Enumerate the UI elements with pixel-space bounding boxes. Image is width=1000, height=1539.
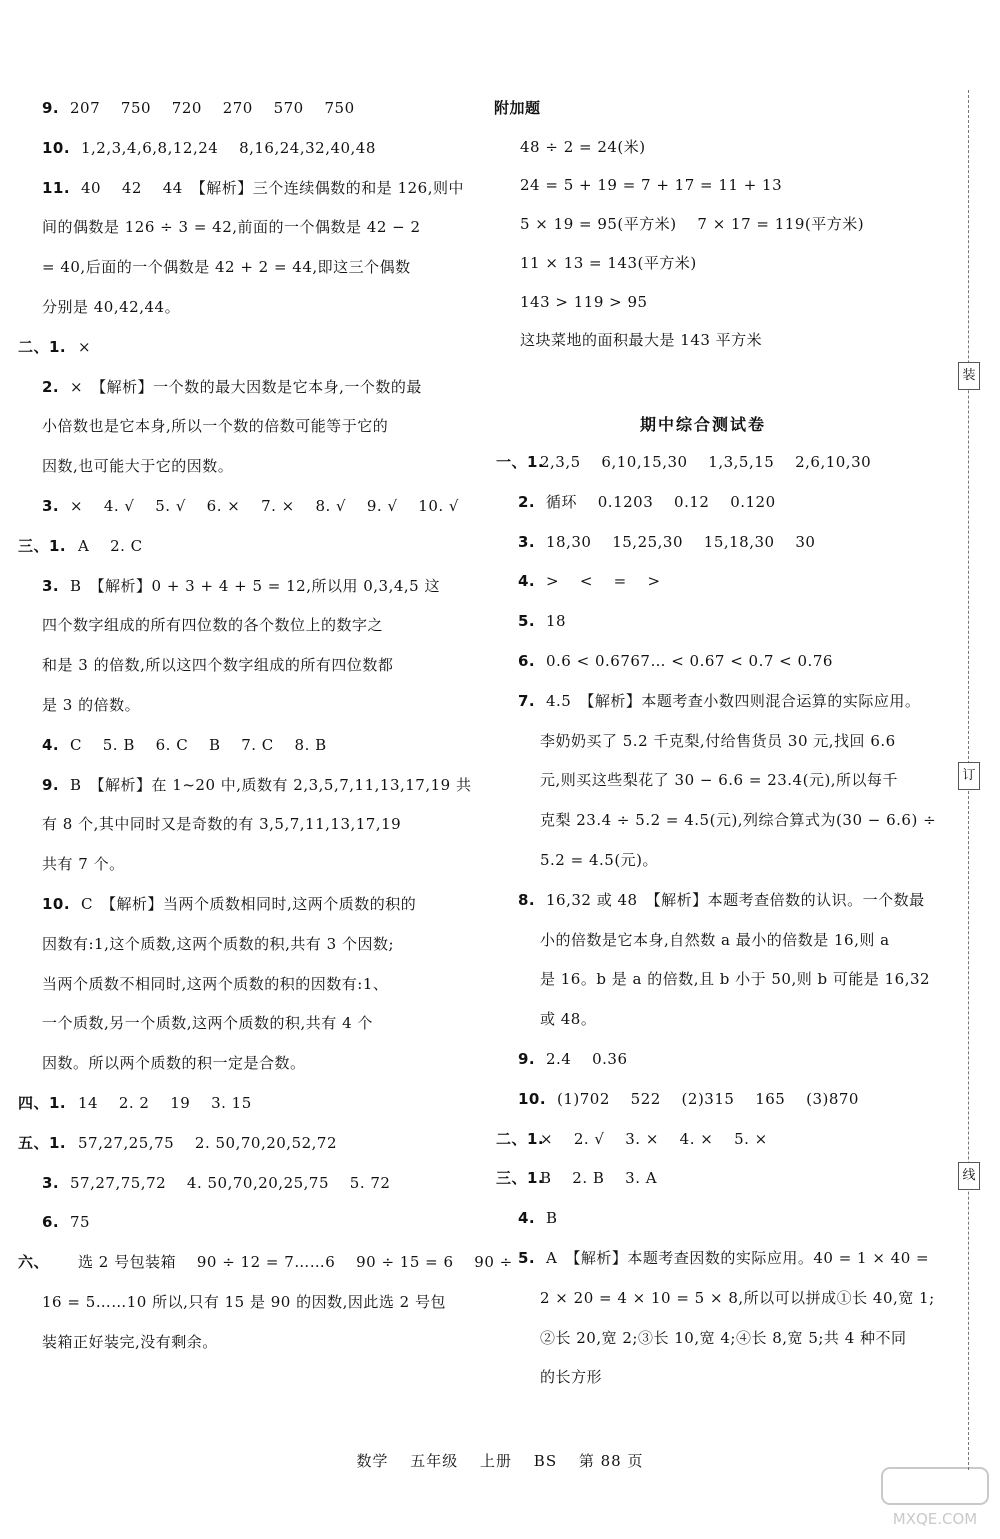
answer-line: 16 = 5……10 所以,只有 15 是 90 的因数,因此选 2 号包	[42, 1293, 446, 1311]
answer-line: 这块菜地的面积最大是 143 平方米	[520, 331, 763, 350]
answer-line: 分别是 40,42,44。	[42, 298, 181, 316]
binding-tab-3: 线	[958, 1162, 980, 1190]
item-number: 3.	[42, 576, 60, 595]
answer-line: B	[546, 1209, 558, 1228]
item-number: 4.	[518, 572, 536, 591]
answer-line: 143 > 119 > 95	[520, 292, 648, 311]
item-number: 9.	[42, 99, 60, 117]
item-number: 6.	[518, 652, 536, 670]
answer-line: 是 16。b 是 a 的倍数,且 b 小于 50,则 b 可能是 16,32	[540, 970, 931, 989]
item-number: 5.	[518, 612, 536, 631]
item-number: 7.	[518, 691, 536, 710]
answer-line: A 2. C	[78, 536, 143, 555]
item-number: 6.	[42, 1213, 60, 1232]
item-number: 2.	[42, 377, 60, 396]
answer-line: 24 = 5 + 19 = 7 + 17 = 11 + 13	[520, 176, 783, 195]
item-number: 10.	[42, 895, 71, 913]
item-number: 3.	[42, 497, 60, 515]
answer-line: ×	[78, 337, 92, 356]
answer-line: 18	[546, 612, 567, 631]
answer-line: A 【解析】本题考查因数的实际应用。40 = 1 × 40 =	[546, 1249, 930, 1267]
answer-line: 的长方形	[540, 1368, 603, 1387]
item-number: 三、1.	[18, 536, 67, 555]
answer-line: 循环 0.1203 0.12 0.120	[546, 492, 776, 511]
answer-line: 元,则买这些梨花了 30 − 6.6 = 23.4(元),所以每千	[540, 771, 899, 790]
answer-line: 因数,也可能大于它的因数。	[42, 457, 234, 476]
item-number: 11.	[42, 178, 71, 197]
answer-line: 2.4 0.36	[546, 1050, 628, 1068]
item-number: 10.	[42, 138, 71, 157]
binding-tab-1: 装	[958, 362, 980, 390]
answer-line: (1)702 522 (2)315 165 (3)870	[557, 1089, 859, 1108]
item-number: 10.	[518, 1089, 547, 1108]
answer-line: 或 48。	[540, 1010, 597, 1029]
answer-line: 14 2. 2 19 3. 15	[78, 1094, 252, 1112]
answer-line: 2,3,5 6,10,15,30 1,3,5,15 2,6,10,30	[540, 453, 872, 471]
answer-line: C 【解析】当两个质数相同时,这两个质数的积的	[81, 895, 417, 913]
answer-line: = 40,后面的一个偶数是 42 + 2 = 44,即这三个偶数	[42, 258, 411, 277]
answer-line: 16,32 或 48 【解析】本题考查倍数的认识。一个数最	[546, 890, 925, 909]
answer-line: C 5. B 6. C B 7. C 8. B	[70, 735, 327, 754]
answer-line: 0.6 < 0.6767… < 0.67 < 0.7 < 0.76	[546, 652, 833, 670]
answer-line: × 4. √ 5. √ 6. × 7. × 8. √ 9. √ 10. √	[70, 497, 459, 515]
item-number: 9.	[42, 775, 60, 794]
watermark-text: MXQE.COM	[892, 1510, 978, 1528]
answer-line: 一个质数,另一个质数,这两个质数的积,共有 4 个	[42, 1014, 373, 1033]
answer-line: 207 750 720 270 570 750	[70, 99, 355, 117]
item-number: 附加题	[494, 99, 541, 117]
answer-line: 48 ÷ 2 = 24(米)	[520, 137, 646, 156]
answer-line: 选 2 号包装箱 90 ÷ 12 = 7……6 90 ÷ 15 = 6 90 ÷	[78, 1253, 513, 1272]
answer-line: 间的偶数是 126 ÷ 3 = 42,前面的一个偶数是 42 − 2	[42, 218, 421, 237]
item-number: 8.	[518, 890, 536, 909]
item-number: 4.	[518, 1209, 536, 1228]
answer-line: 18,30 15,25,30 15,18,30 30	[546, 532, 816, 551]
item-number: 4.	[42, 735, 60, 754]
item-number: 3.	[42, 1173, 60, 1192]
answer-line: × 2. √ 3. × 4. × 5. ×	[540, 1129, 768, 1148]
answer-line: × 【解析】一个数的最大因数是它本身,一个数的最	[70, 377, 422, 396]
section-title: 期中综合测试卷	[640, 415, 767, 434]
answer-line: 有 8 个,其中同时又是奇数的有 3,5,7,11,13,17,19	[42, 815, 402, 834]
answer-line: 40 42 44 【解析】三个连续偶数的和是 126,则中	[81, 178, 464, 197]
answer-line: 2 × 20 = 4 × 10 = 5 × 8,所以可以拼成①长 40,宽 1;	[540, 1288, 935, 1307]
answer-line: 11 × 13 = 143(平方米)	[520, 253, 697, 272]
item-number: 3.	[518, 532, 536, 551]
binding-tab-2: 订	[958, 762, 980, 790]
answer-line: B 【解析】0 + 3 + 4 + 5 = 12,所以用 0,3,4,5 这	[70, 576, 440, 595]
item-number: 2.	[518, 492, 536, 511]
item-number: 5.	[518, 1249, 536, 1267]
answer-line: 李奶奶买了 5.2 千克梨,付给售货员 30 元,找回 6.6	[540, 731, 896, 750]
answer-line: 57,27,75,72 4. 50,70,20,25,75 5. 72	[70, 1173, 391, 1192]
answer-line: 75	[70, 1213, 91, 1232]
answer-line: 是 3 的倍数。	[42, 696, 141, 714]
answer-line: 5 × 19 = 95(平方米) 7 × 17 = 119(平方米)	[520, 215, 865, 234]
answer-line: 4.5 【解析】本题考查小数四则混合运算的实际应用。	[546, 691, 921, 710]
answer-line: > < = >	[546, 572, 661, 591]
answer-line: 共有 7 个。	[42, 855, 125, 874]
answer-line: B 【解析】在 1~20 中,质数有 2,3,5,7,11,13,17,19 共	[70, 775, 472, 794]
watermark-logo	[880, 1466, 990, 1532]
answer-line: 57,27,25,75 2. 50,70,20,52,72	[78, 1133, 338, 1152]
answer-line: 克梨 23.4 ÷ 5.2 = 4.5(元),列综合算式为(30 − 6.6) ÷	[540, 811, 937, 830]
answer-line: 和是 3 的倍数,所以这四个数字组成的所有四位数都	[42, 656, 394, 675]
page-footer: 数学 五年级 上册 BS 第 88 页	[356, 1452, 644, 1470]
answer-line: 小的倍数是它本身,自然数 a 最小的倍数是 16,则 a	[540, 930, 890, 949]
answer-line: 四个数字组成的所有四位数的各个数位上的数字之	[42, 616, 384, 635]
item-number: 六、	[18, 1253, 50, 1272]
item-number: 二、1.	[18, 337, 67, 356]
answer-line: 装箱正好装完,没有剩余。	[42, 1332, 218, 1351]
item-number: 四、1.	[18, 1094, 67, 1112]
item-number: 9.	[518, 1050, 536, 1068]
item-number: 二、1.	[496, 1129, 545, 1148]
answer-line: 因数。所以两个质数的积一定是合数。	[42, 1054, 306, 1073]
item-number: 五、1.	[18, 1133, 67, 1152]
item-number: 一、1.	[496, 453, 545, 471]
answer-line: 1,2,3,4,6,8,12,24 8,16,24,32,40,48	[81, 138, 376, 157]
item-number: 三、1.	[496, 1169, 545, 1188]
answer-line: 小倍数也是它本身,所以一个数的倍数可能等于它的	[42, 417, 389, 436]
answer-line: 5.2 = 4.5(元)。	[540, 851, 659, 869]
answer-line: B 2. B 3. A	[540, 1169, 658, 1188]
answer-line: ②长 20,宽 2;③长 10,宽 4;④长 8,宽 5;共 4 种不同	[540, 1328, 907, 1347]
answer-line: 当两个质数不相同时,这两个质数的积的因数有:1、	[42, 974, 389, 993]
answer-line: 因数有:1,这个质数,这两个质数的积,共有 3 个因数;	[42, 934, 395, 953]
